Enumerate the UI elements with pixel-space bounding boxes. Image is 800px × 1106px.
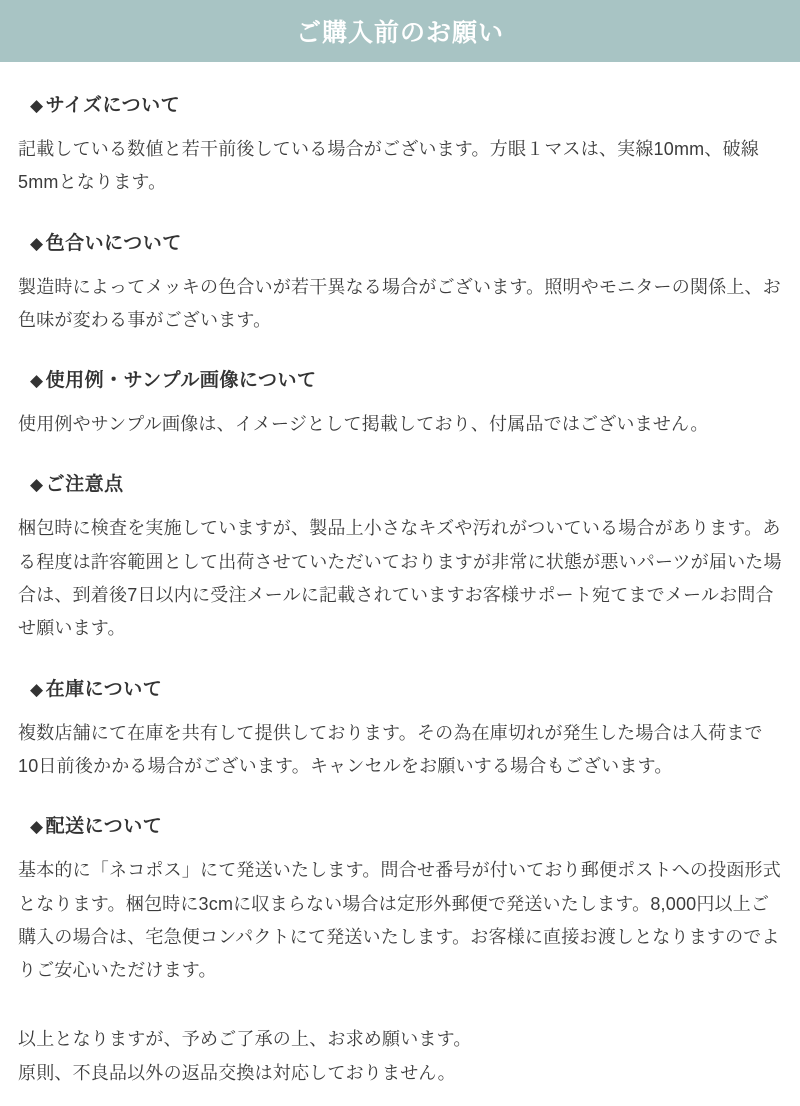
section-body-stock: 複数店舗にて在庫を共有して提供しております。その為在庫切れが発生した場合は入荷まで10日前後かかる場合がございます。キャンセルをお願いする場合もございます。 (18, 722, 763, 776)
section-heading-size (30, 90, 782, 117)
section-heading-label: 在庫について (45, 678, 163, 700)
section-body-sample-image: 使用例やサンプル画像は、イメージとして掲載しており、付属品ではございません。 (18, 414, 709, 435)
section-cautions (18, 469, 782, 645)
section-sample-image (18, 365, 782, 441)
closing-note-line-2: 原則、不良品以外の返品交換は対応しておりません。 (18, 1062, 456, 1083)
section-body-size: 記載している数値と若干前後している場合がございます。方眼１マスは、実線10mm、破線5mmとなります。 (18, 139, 759, 193)
diamond-icon: ◆ (30, 679, 44, 699)
page-header-band (0, 0, 800, 62)
section-heading-shipping (30, 811, 782, 838)
section-heading-color (30, 228, 782, 255)
section-heading-label: 使用例・サンプル画像について (45, 370, 317, 392)
closing-note-line-1: 以上となりますが、予めご了承の上、お求め願います。 (18, 1029, 472, 1050)
closing-note (18, 1023, 782, 1090)
diamond-icon: ◆ (30, 817, 44, 837)
page-title: ご購入前のお願い (295, 19, 504, 47)
section-heading-label: ご注意点 (45, 474, 124, 496)
section-size (18, 90, 782, 200)
section-heading-sample-image (30, 365, 782, 392)
notice-content (0, 90, 800, 1090)
section-heading-label: 配送について (45, 816, 163, 838)
section-stock (18, 674, 782, 784)
section-heading-cautions (30, 469, 782, 496)
diamond-icon: ◆ (30, 96, 44, 115)
section-body-cautions: 梱包時に検査を実施していますが、製品上小さなキズや汚れがついている場合があります。ある程度は許容範囲として出荷させていただいておりますが非常に状態が悪いパーツが届いた場合は、到着後7日以内に受注メールに記載されていますお客様サポート宛てまでメールお問合せ願います。 (18, 518, 782, 639)
section-heading-label: サイズについて (45, 95, 181, 116)
diamond-icon: ◆ (30, 475, 44, 495)
section-heading-label: 色合いについて (45, 232, 182, 254)
section-body-shipping: 基本的に「ネコポス」にて発送いたします。問合せ番号が付いており郵便ポストへの投函形式となります。梱包時に3cmに収まらない場合は定形外郵便で発送いたします。8,000円以上ご購入の場合は、宅急便コンパクトにて発送いたします。お客様に直接お渡しとなりますのでよりご安心いただけます。 (18, 860, 781, 981)
section-shipping (18, 811, 782, 987)
diamond-icon: ◆ (30, 233, 44, 253)
section-heading-stock (30, 674, 782, 701)
diamond-icon: ◆ (30, 371, 44, 391)
section-body-color: 製造時によってメッキの色合いが若干異なる場合がございます。照明やモニターの関係上、お色味が変わる事がございます。 (18, 276, 781, 330)
section-color (18, 228, 782, 338)
